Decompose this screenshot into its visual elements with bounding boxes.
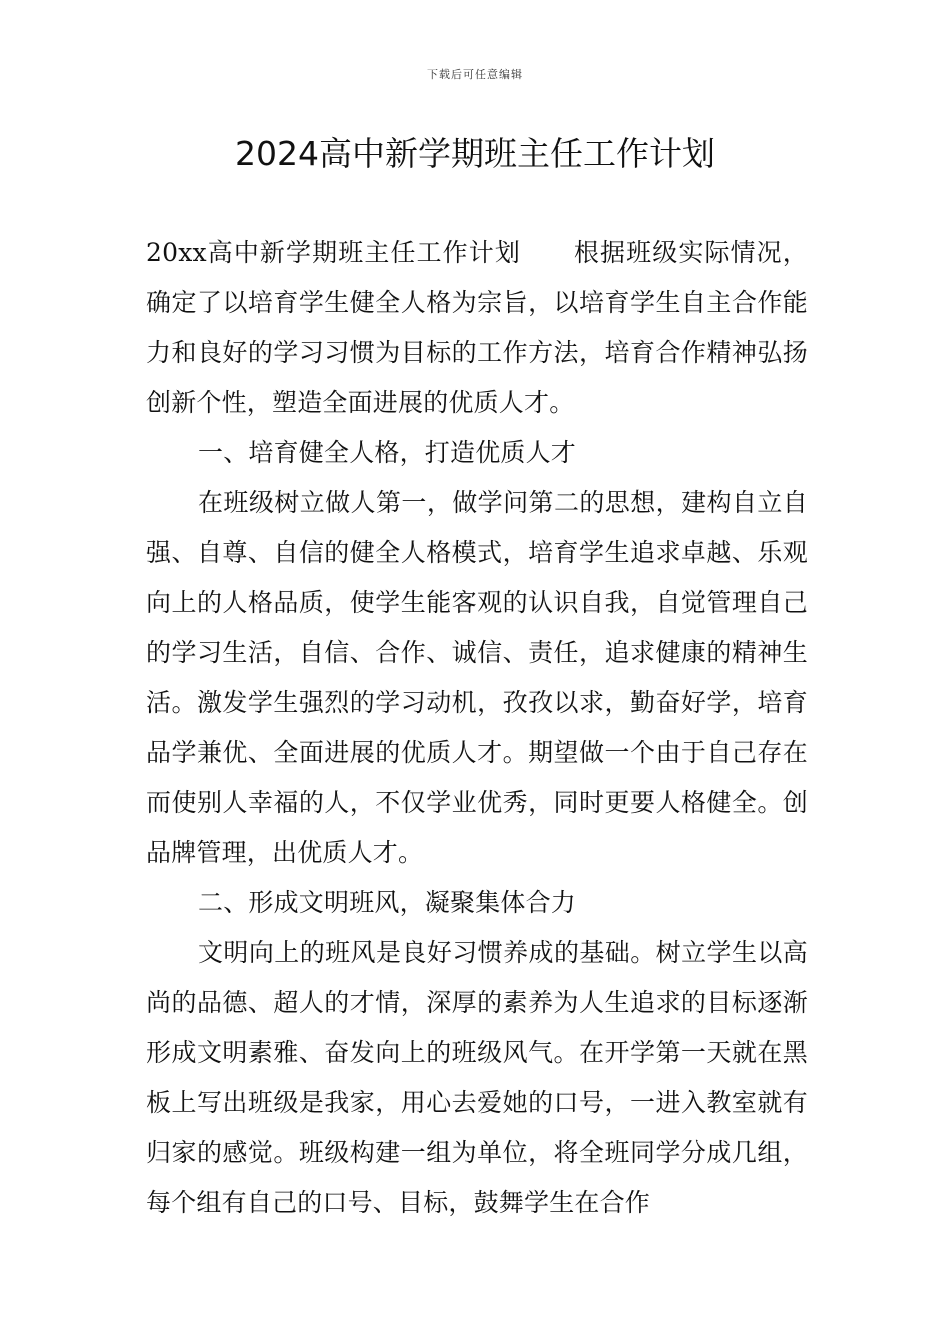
intro-body: 根据班级实际情况，确定了以培育学生健全人格为宗旨，以培育学生自主合作能力和良好的学习习惯为目标的工作方法，培育合作精神弘扬创新个性，塑造全面进展的优质人才。 [146,238,808,417]
section2-paragraph: 文明向上的班风是良好习惯养成的基础。树立学生以高尚的品德、超人的才情，深厚的素养为人生追求的目标逐渐形成文明素雅、奋发向上的班级风气。在开学第一天就在黑板上写出班级是我家，用心去爱她的口号，一进入教室就有归家的感觉。班级构建一组为单位，将全班同学分成几组，每个组有自己的口号、目标，鼓舞学生在合作 [146,938,808,1217]
section1-heading: 一、培育健全人格，打造优质人才 [198,438,577,467]
section1-paragraph: 在班级树立做人第一，做学问第二的思想，建构自立自强、自尊、自信的健全人格模式，培育学生追求卓越、乐观向上的人格品质，使学生能客观的认识自我，自觉管理自己的学习生活，自信、合作、诚信、责任，追求健康的精神生活。激发学生强烈的学习动机，孜孜以求，勤奋好学，培育品学兼优、全面进展的优质人才。期望做一个由于自己存在而使别人幸福的人，不仅学业优秀，同时更要人格健全。创品牌管理，出优质人才。 [146,488,808,867]
header-note: 下载后可任意编辑 [427,68,523,81]
document-body [146,228,808,1228]
intro-paragraph [146,228,808,428]
section2-heading: 二、形成文明班风，凝聚集体合力 [198,888,577,917]
document-title: 2024高中新学期班主任工作计划 [235,134,715,173]
intro-lead: 20xx高中新学期班主任工作计划 [146,238,522,267]
